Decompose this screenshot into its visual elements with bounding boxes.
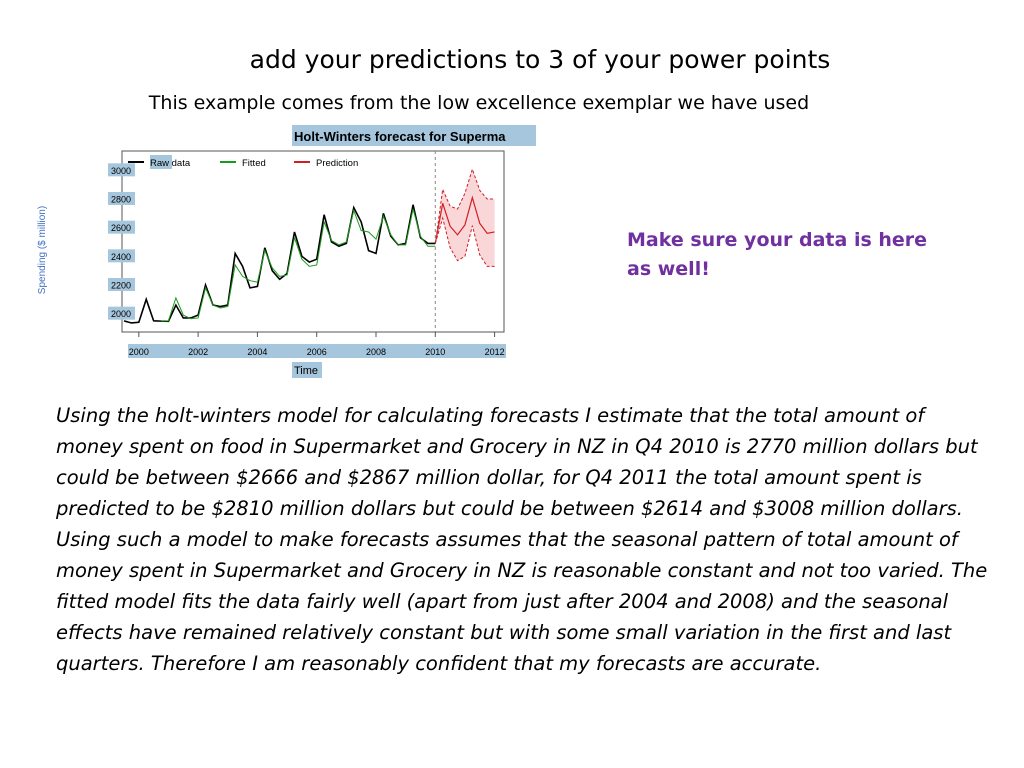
legend-label: Prediction [316, 158, 359, 169]
chart-title: Holt-Winters forecast for Superma [294, 129, 506, 144]
y-tick-label: 3000 [111, 165, 132, 176]
x-tick-label: 2008 [365, 347, 387, 357]
chart-title-group [292, 125, 536, 146]
y-tick-label: 2600 [111, 223, 132, 234]
slide-subtitle: This example comes from the low excellence exemplar we have used [148, 92, 810, 114]
y-tick-label: 2400 [111, 251, 132, 262]
y-tick-label: 2200 [111, 280, 132, 291]
y-tick-label: 2000 [111, 309, 132, 320]
x-axis-label: Time [294, 365, 319, 377]
legend-label: Raw data [150, 158, 191, 169]
x-tick-label: 2002 [188, 347, 209, 357]
callout-note: Make sure your data is here as well! [627, 229, 928, 280]
paragraph-assumptions: Using such a model to make forecasts assumes that the seasonal pattern of total amount of money spent in Supermarket and Grocery in NZ is reasonable constant and not too varied. The fitted model fits the data fairly well (apart from just after 2004 and 2008) and the seasonal effects have remained relatively constant but with some small variation in the first and last quarters. Therefore I am reasonably confident that my forecasts are accurate. [56, 528, 988, 675]
x-tick-label: 2004 [247, 347, 268, 357]
x-axis [128, 332, 506, 358]
prediction-band-layer [435, 169, 494, 266]
y-tick-label: 2800 [111, 194, 132, 205]
raw-data-line [124, 205, 435, 323]
body-text [56, 400, 996, 679]
prediction-interval-band [435, 169, 494, 266]
x-axis-label-group [292, 362, 322, 378]
x-tick-label: 2012 [484, 347, 505, 357]
legend-label: Fitted [242, 158, 266, 169]
x-tick-label: 2006 [306, 347, 327, 357]
slide-title: add your predictions to 3 of your power points [249, 45, 831, 74]
paragraph-forecast: Using the holt-winters model for calculating forecasts I estimate that the total amount of money spent on food in Supermarket and Grocery in NZ in Q4 2010 is 2770 million dollars but could be between $2666 and $2867 million dollar, for Q4 2011 the total amount spent is predicted to be $2810 million dollars but could be between $2614 and $3008 million dollars. [56, 404, 978, 520]
chart-legend [128, 155, 358, 169]
y-axis-label: Spending ($ million) [37, 205, 48, 295]
x-tick-label: 2000 [128, 347, 149, 357]
x-tick-label: 2010 [425, 347, 446, 357]
fitted-line [161, 209, 435, 321]
forecast-chart [0, 0, 560, 390]
